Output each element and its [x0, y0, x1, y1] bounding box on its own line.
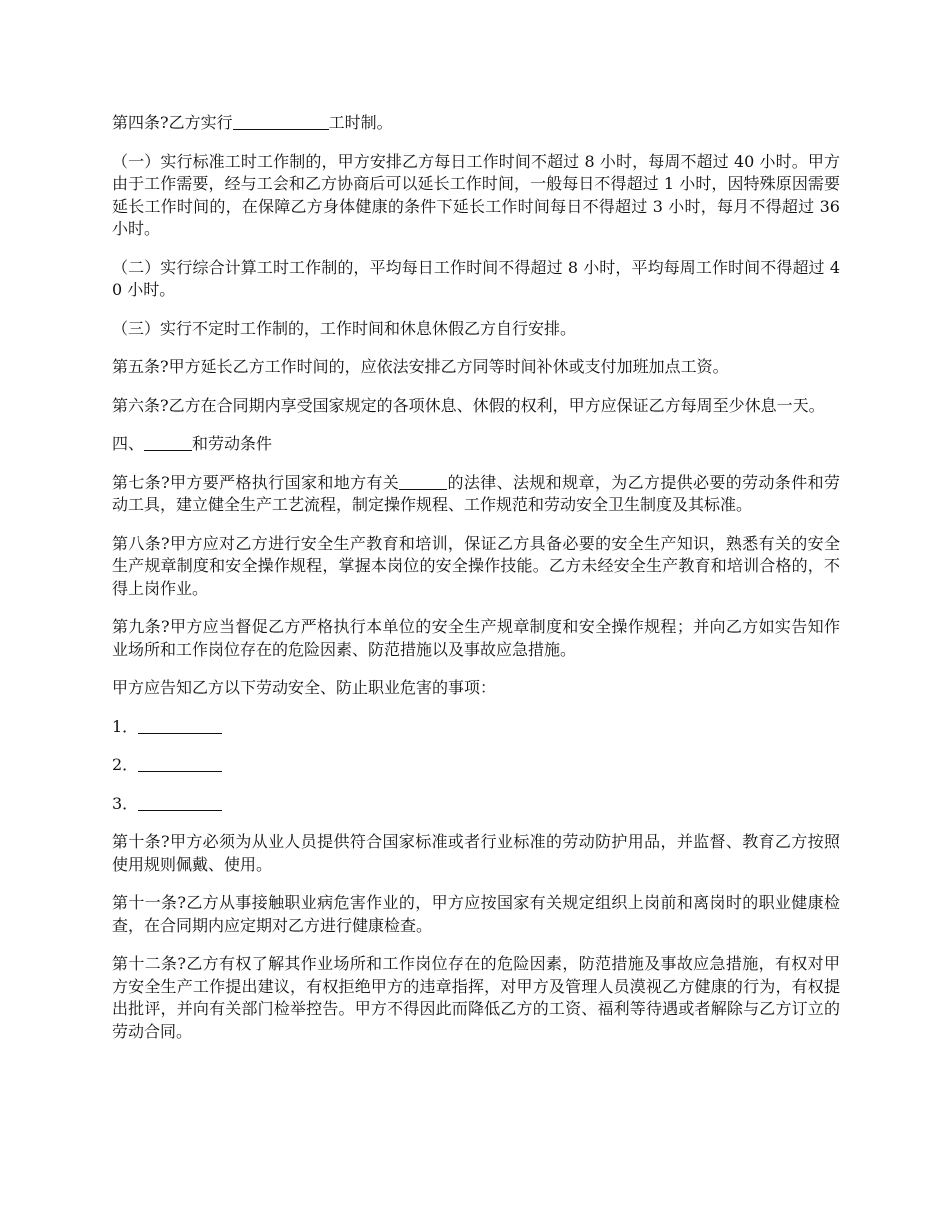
document-body — [112, 112, 840, 1059]
work-hour-type-blank[interactable] — [233, 113, 329, 130]
notice-item-2 — [112, 754, 840, 777]
notice-intro: 甲方应告知乙方以下劳动安全、防止职业危害的事项： — [112, 678, 497, 697]
article-12: 第十二条?乙方有权了解其作业场所和工作岗位存在的危险因素，防范措施及事故应急措施，有权对甲方安全生产工作提出建议，有权拒绝甲方的违章指挥，对甲方及管理人员漠视乙方健康的行为，有权提出批评，并向有关部门检举控告。甲方不得因此而降低乙方的工资、福利等待遇或者解除与乙方订立的劳动合同。 — [112, 954, 840, 1041]
article-8: 第八条?甲方应对乙方进行安全生产教育和培训，保证乙方具备必要的安全生产知识，熟悉有关的安全生产规章制度和安全操作规程，掌握本岗位的安全操作技能。乙方未经安全生产教育和培训合格的，不得上岗作业。 — [112, 533, 840, 598]
clause-flexible-hours: （三）实行不定时工作制的，工作时间和休息休假乙方自行安排。 — [112, 318, 577, 338]
article-4-suffix: 工时制。 — [328, 113, 393, 132]
article-7 — [112, 472, 840, 517]
clause-standard-hours: （一）实行标准工时工作制的，甲方安排乙方每日工作时间不超过 8 小时，每周不超过 40 小时。甲方由于工作需要，经与工会和乙方协商后可以延长工作时间，一般每日不得超过 1 小时，因特殊原因需要延长工作时间的，在保障乙方身体健康的条件下延长工作时间每日不得超过 3 小时，每月不得超过 36 小时。 — [112, 151, 840, 238]
section-4-blank[interactable] — [144, 434, 192, 451]
notice-item-3-blank[interactable] — [138, 794, 222, 811]
article-6: 第六条?乙方在合同期内享受国家规定的各项休息、休假的权利，甲方应保证乙方每周至少休息一天。 — [112, 395, 825, 415]
notice-item-1-blank[interactable] — [138, 717, 222, 734]
article-7-blank[interactable] — [399, 473, 447, 490]
article-7-prefix: 第七条?甲方要严格执行国家和地方有关 — [112, 472, 400, 492]
section-4-heading — [112, 433, 840, 456]
article-11: 第十一条?乙方从事接触职业病危害作业的，甲方应按国家有关规定组织上岗前和离岗时的职业健康检查，在合同期内应定期对乙方进行健康检查。 — [112, 893, 840, 935]
notice-item-number: 3． — [112, 793, 139, 813]
notice-item-number: 2． — [112, 755, 139, 774]
article-5: 第五条?甲方延长乙方工作时间的，应依法安排乙方同等时间补休或支付加班加点工资。 — [112, 357, 729, 376]
section-4-prefix: 四、 — [112, 434, 145, 453]
article-4-prefix: 第四条?乙方实行 — [112, 113, 233, 132]
article-10: 第十条?甲方必须为从业人员提供符合国家标准或者行业标准的劳动防护用品，并监督、教育乙方按照使用规则佩戴、使用。 — [112, 832, 840, 874]
notice-item-number: 1． — [112, 716, 139, 736]
article-9: 第九条?甲方应当督促乙方严格执行本单位的安全生产规章制度和安全操作规程；并向乙方如实告知作业场所和工作岗位存在的危险因素、防范措施以及事故应急措施。 — [112, 617, 840, 659]
article-4 — [112, 112, 840, 135]
section-4-suffix: 和劳动条件 — [192, 434, 273, 453]
notice-item-2-blank[interactable] — [138, 755, 222, 772]
notice-item-1 — [112, 716, 840, 739]
clause-comprehensive-hours: （二）实行综合计算工时工作制的，平均每日工作时间不得超过 8 小时，平均每周工作时间不得超过 40 小时。 — [112, 257, 840, 299]
article-7-suffix: 的法律、法规和规章，为乙方提供必要的劳动条件和劳动工具，建立健全生产工艺流程，制定操作规程、工作规范和劳动安全卫生制度及其标准。 — [112, 472, 840, 514]
notice-item-3 — [112, 793, 840, 816]
